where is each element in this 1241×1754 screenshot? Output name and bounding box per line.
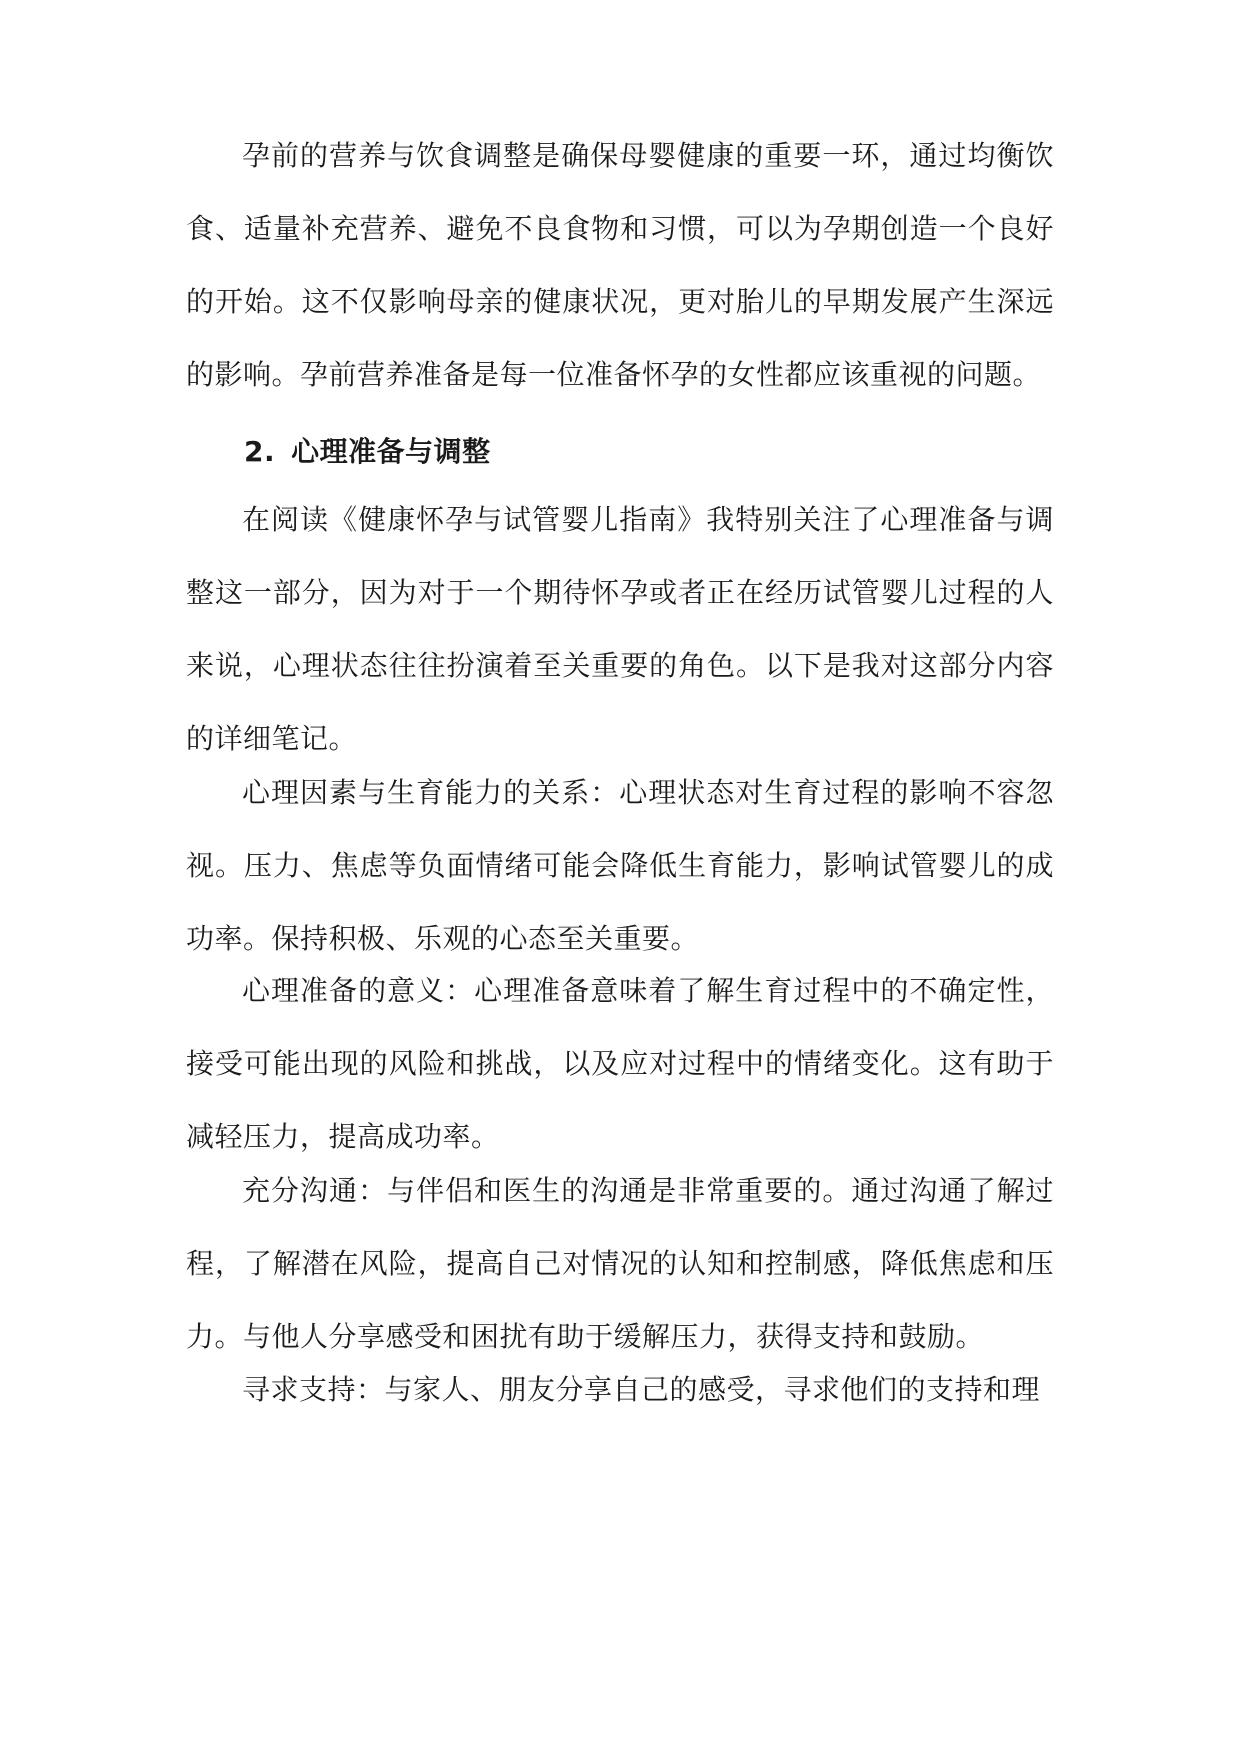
- paragraph-seek-support: 寻求支持：与家人、朋友分享自己的感受，寻求他们的支持和理: [242, 1373, 1041, 1406]
- paragraph-intro: 在阅读《健康怀孕与试管婴儿指南》我特别关注了心理准备与调整这一部分，因为对于一个期待怀孕或者正在经历试管婴儿过程的人来说，心理状态往往扮演着至关重要的角色。以下是我对这部分内容的详细笔记。: [186, 503, 1054, 755]
- section-title: 心理准备与调整: [291, 435, 491, 468]
- paragraph-nutrition-summary: 孕前的营养与饮食调整是确保母婴健康的重要一环，通过均衡饮食、适量补充营养、避免不良食物和习惯，可以为孕期创造一个良好的开始。这不仅影响母亲的健康状况，更对胎儿的早期发展产生深远的影响。孕前营养准备是每一位准备怀孕的女性都应该重视的问题。: [186, 139, 1054, 391]
- paragraph-communication: 充分沟通：与伴侣和医生的沟通是非常重要的。通过沟通了解过程，了解潜在风险，提高自己对情况的认知和控制感，降低焦虑和压力。与他人分享感受和困扰有助于缓解压力，获得支持和鼓励。: [186, 1174, 1054, 1353]
- paragraph-psychology-fertility: 心理因素与生育能力的关系：心理状态对生育过程的影响不容忽视。压力、焦虑等负面情绪可能会降低生育能力，影响试管婴儿的成功率。保持积极、乐观的心态至关重要。: [186, 776, 1054, 955]
- paragraph-psychological-preparation: 心理准备的意义：心理准备意味着了解生育过程中的不确定性，接受可能出现的风险和挑战，以及应对过程中的情绪变化。这有助于减轻压力，提高成功率。: [186, 974, 1054, 1153]
- document-page: [186, 0, 1054, 1754]
- section-number: 2.: [244, 435, 276, 468]
- section-heading: [244, 432, 491, 472]
